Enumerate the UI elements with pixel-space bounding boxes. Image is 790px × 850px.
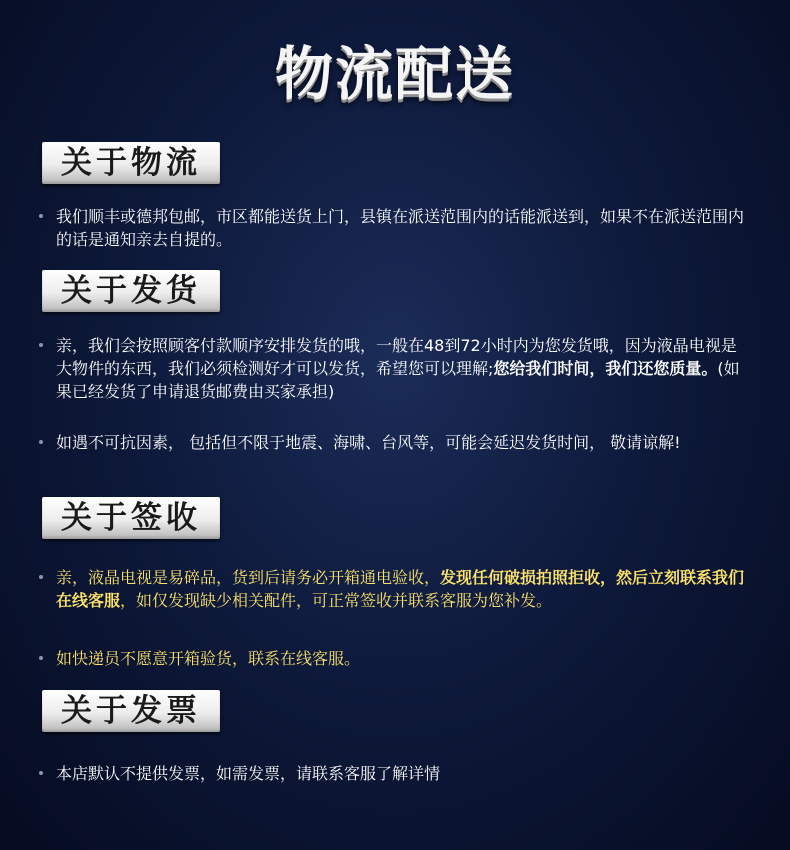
shipping-delay-text: 如遇不可抗因素， 包括但不限于地震、海啸、台风等，可能会延迟发货时间， 敬请谅解!	[56, 433, 681, 452]
shipping-paragraph-2	[56, 431, 746, 454]
bullet-icon	[39, 440, 43, 444]
receipt-courier-text: 如快递员不愿意开箱验货，联系在线客服。	[56, 649, 361, 668]
page-title: 物流配送	[274, 40, 515, 108]
bullet-icon	[39, 575, 43, 579]
shipping-paragraph-1	[56, 334, 746, 403]
section-header-receipt: 关于签收	[42, 497, 220, 539]
logistics-text: 我们顺丰或德邦包邮，市区都能送货上门，县镇在派送范围内的话能派送到，如果不在派送范围内的话是通知亲去自提的。	[56, 207, 745, 249]
receipt-text-bold: 发现任何破损拍照拒收，然后立刻联系我们在线客服	[56, 568, 745, 610]
bullet-icon	[39, 343, 43, 347]
bullet-icon	[39, 771, 43, 775]
section-header-shipping: 关于发货	[42, 270, 220, 312]
invoice-text: 本店默认不提供发票，如需发票，请联系客服了解详情	[56, 764, 441, 783]
invoice-paragraph	[56, 762, 746, 785]
receipt-text-a: 亲，液晶电视是易碎品，货到后请务必开箱通电验收，	[56, 568, 441, 587]
logistics-paragraph	[56, 205, 746, 251]
shipping-text-bold: 您给我们时间，我们还您质量。	[493, 359, 718, 378]
section-header-logistics: 关于物流	[42, 142, 220, 184]
shipping-text-a: 亲，我们会按照顾客付款顺序安排发货的哦，一般在48到72小时内为您发货哦，因为液晶电视是大物件的东西，我们必须检测好才可以发货，希望您可以理解;	[56, 336, 737, 378]
receipt-text-c: ，如仅发现缺少相关配件，可正常签收并联系客服为您补发。	[120, 591, 553, 610]
bullet-icon	[39, 214, 43, 218]
receipt-paragraph-2	[56, 647, 746, 670]
receipt-paragraph-1	[56, 566, 746, 612]
shipping-text-c: (如果已经发货了申请退货邮费由买家承担)	[56, 359, 740, 401]
section-header-invoice: 关于发票	[42, 690, 220, 732]
bullet-icon	[39, 656, 43, 660]
